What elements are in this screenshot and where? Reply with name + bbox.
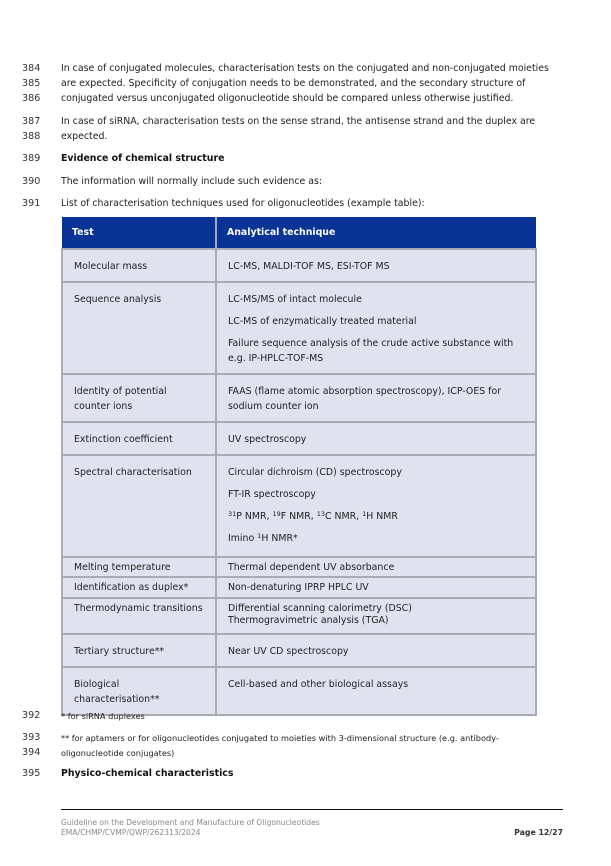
table-header-row xyxy=(62,217,536,249)
heading-text: Physico-chemical characteristics xyxy=(61,768,234,779)
technique-item: Near UV CD spectroscopy xyxy=(228,646,349,657)
technique-item-imino: Imino $^1$H NMR* xyxy=(228,532,298,544)
characterisation-table xyxy=(61,217,537,716)
table-row xyxy=(62,422,536,455)
line-number: 388 xyxy=(22,131,41,142)
paragraph-text: are expected. Specificity of conjugation needs to be demonstrated, and the secondary structure of xyxy=(61,78,526,89)
line-number: 384 xyxy=(22,63,41,74)
column-header-technique: Analytical technique xyxy=(216,217,536,249)
line-number: 386 xyxy=(22,93,41,104)
footer-document-info xyxy=(61,818,320,837)
technique-item: UV spectroscopy xyxy=(228,434,307,445)
technique-cell xyxy=(216,374,536,422)
table-row xyxy=(62,557,536,577)
table-row xyxy=(62,667,536,715)
technique-item: FAAS (flame atomic absorption spectroscopy), ICP-OES for sodium counter ion xyxy=(228,386,502,412)
line-number: 395 xyxy=(22,768,41,779)
test-cell: Identification as duplex* xyxy=(62,577,216,598)
technique-cell xyxy=(216,557,536,577)
technique-item: LC-MS of enzymatically treated material xyxy=(228,316,417,327)
technique-item: Cell-based and other biological assays xyxy=(228,679,409,690)
technique-item: LC-MS, MALDI-TOF MS, ESI-TOF MS xyxy=(228,261,390,272)
line-number: 392 xyxy=(22,710,41,721)
table-row xyxy=(62,577,536,598)
table-row xyxy=(62,598,536,634)
paragraph-text: List of characterisation techniques used for oligonucleotides (example table): xyxy=(61,198,425,209)
footnote-text: oligonucleotide conjugates) xyxy=(61,748,175,758)
footnote-text: * for siRNA duplexes xyxy=(61,711,145,721)
table-row xyxy=(62,634,536,667)
technique-cell xyxy=(216,667,536,715)
technique-cell xyxy=(216,634,536,667)
technique-cell xyxy=(216,422,536,455)
table-row xyxy=(62,455,536,557)
test-cell: Sequence analysis xyxy=(62,282,216,374)
technique-cell xyxy=(216,249,536,282)
footer-reference: EMA/CHMP/CVMP/QWP/262313/2024 xyxy=(61,827,201,837)
line-number: 389 xyxy=(22,153,41,164)
technique-item: LC-MS/MS of intact molecule xyxy=(228,294,362,305)
test-cell: Biological characterisation** xyxy=(62,667,216,715)
test-cell: Spectral characterisation xyxy=(62,455,216,557)
technique-item: Failure sequence analysis of the crude active substance with e.g. IP-HPLC-TOF-MS xyxy=(228,338,514,364)
line-number: 385 xyxy=(22,78,41,89)
paragraph-text: In case of conjugated molecules, characterisation tests on the conjugated and non-conjugated moieties xyxy=(61,63,549,74)
test-cell: Tertiary structure** xyxy=(62,634,216,667)
footer-divider xyxy=(61,809,563,810)
table-row xyxy=(62,282,536,374)
footer-title: Guideline on the Development and Manufacture of Oligonucleotides xyxy=(61,818,320,827)
paragraph-text: In case of siRNA, characterisation tests on the sense strand, the antisense strand and the duplex are xyxy=(61,116,536,127)
footnote-text: ** for aptamers or for oligonucleotides conjugated to moieties with 3-dimensional structure (e.g. antibody- xyxy=(61,733,499,743)
test-cell: Extinction coefficient xyxy=(62,422,216,455)
line-number: 394 xyxy=(22,747,41,758)
technique-cell xyxy=(216,455,536,557)
paragraph-text: conjugated versus unconjugated oligonucleotide should be compared unless otherwise justified. xyxy=(61,93,514,104)
line-number: 393 xyxy=(22,732,41,743)
page-number: Page 12/27 xyxy=(514,828,563,837)
test-cell: Identity of potential counter ions xyxy=(62,374,216,422)
technique-item: Differential scanning calorimetry (DSC) xyxy=(228,603,412,614)
line-number: 390 xyxy=(22,176,41,187)
test-cell: Melting temperature xyxy=(62,557,216,577)
heading-text: Evidence of chemical structure xyxy=(61,153,225,164)
test-cell: Molecular mass xyxy=(62,249,216,282)
technique-item: Non-denaturing IPRP HPLC UV xyxy=(228,582,369,593)
technique-cell xyxy=(216,598,536,634)
line-number: 387 xyxy=(22,116,41,127)
technique-item: FT-IR spectroscopy xyxy=(228,489,316,500)
technique-item: Thermogravimetric analysis (TGA) xyxy=(228,614,389,626)
test-cell: Thermodynamic transitions xyxy=(62,598,216,634)
line-number: 391 xyxy=(22,198,41,209)
paragraph-text: expected. xyxy=(61,131,108,142)
table-row xyxy=(62,374,536,422)
table-row xyxy=(62,249,536,282)
technique-item-nmr: $^{31}$P NMR, $^{19}$F NMR, $^{13}$C NMR, $^1$H NMR xyxy=(228,510,398,522)
technique-cell xyxy=(216,282,536,374)
technique-item: Circular dichroism (CD) spectroscopy xyxy=(228,467,402,478)
paragraph-text: The information will normally include such evidence as: xyxy=(61,176,323,187)
technique-cell xyxy=(216,577,536,598)
column-header-test: Test xyxy=(62,217,216,249)
technique-item: Thermal dependent UV absorbance xyxy=(228,562,395,573)
